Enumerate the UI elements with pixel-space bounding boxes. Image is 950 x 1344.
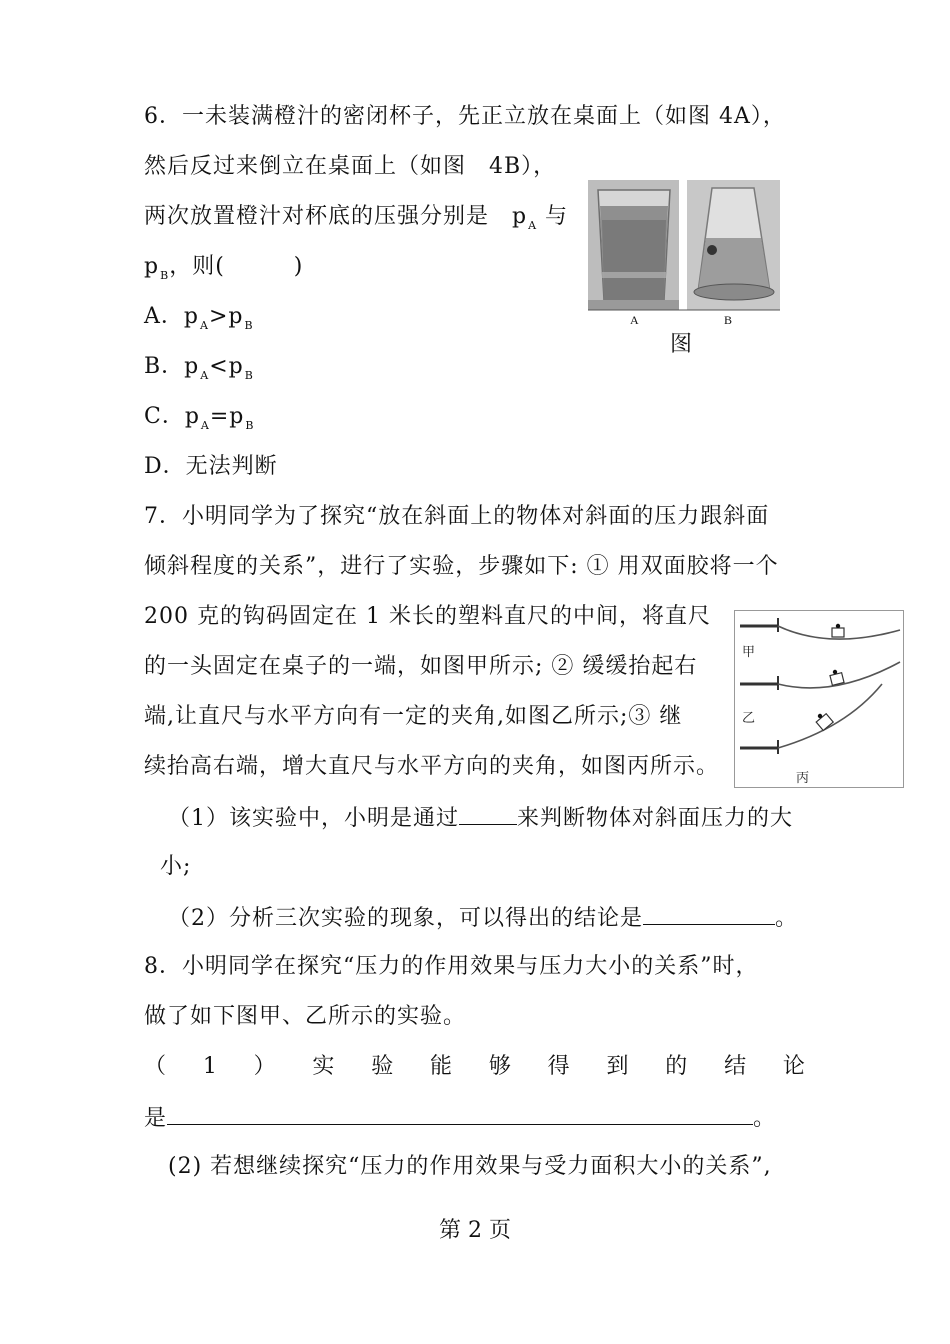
q7-sub1 xyxy=(168,802,793,834)
q7-line3: 200 克的钩码固定在 1 米长的塑料直尺的中间，将直尺 xyxy=(144,604,711,629)
q7-sub2-pre: （2）分析三次实验的现象，可以得出的结论是 xyxy=(168,906,643,931)
q6-line3-post: 与 xyxy=(537,204,569,229)
cup-label-a: A xyxy=(630,313,639,327)
ruler-label-yi: 乙 xyxy=(742,710,756,725)
q8-sub1-char: 论 xyxy=(782,1054,806,1079)
page-number: 第 2 页 xyxy=(439,1218,511,1243)
q8-sub1-char: ） xyxy=(253,1054,277,1079)
q7-line1: 7．小明同学为了探究“放在斜面上的物体对斜面的压力跟斜面 xyxy=(144,504,770,529)
ruler-diagram xyxy=(734,610,904,788)
ruler-label-bing: 丙 xyxy=(796,770,810,785)
option-c-sub1: A xyxy=(200,419,210,432)
q6-line1: 6．一未装满橙汁的密闭杯子，先正立放在桌面上（如图 4A）， xyxy=(144,104,786,129)
q7-sub2-post: 。 xyxy=(775,906,799,931)
q6-line3-text: 两次放置橙汁对杯底的压强分别是 p xyxy=(144,204,528,229)
q6-option-c xyxy=(144,402,255,435)
q6-line2: 然后反过来倒立在桌面上（如图 4B）， xyxy=(144,154,557,179)
option-a-pre: A．p xyxy=(144,304,199,329)
q8-line1: 8．小明同学在探究“压力的作用效果与压力大小的关系”时， xyxy=(144,954,759,979)
option-a-op: >p xyxy=(208,304,244,329)
option-b-pre: B．p xyxy=(144,354,200,379)
cup-figure xyxy=(588,180,780,328)
option-a-sub1: A xyxy=(199,319,209,332)
q6-option-b xyxy=(144,352,254,385)
q7-sub1-cont: 小; xyxy=(160,854,192,879)
q8-sub1-char: 到 xyxy=(606,1054,630,1079)
option-a-sub2: B xyxy=(244,319,254,332)
q6-line4-p: p xyxy=(144,254,160,279)
ruler-label-jia: 甲 xyxy=(742,644,756,659)
q7-line4: 的一头固定在桌子的一端，如图甲所示; ② 缓缓抬起右 xyxy=(144,654,698,679)
q8-sub1-cont xyxy=(144,1102,776,1134)
q6-line3 xyxy=(144,202,568,235)
q7-sub1-answer-blank[interactable] xyxy=(459,802,517,825)
option-c-sub2: B xyxy=(245,419,255,432)
q6-line4-post: ，则( ) xyxy=(169,254,304,279)
q8-sub1-answer-blank[interactable] xyxy=(167,1102,753,1125)
option-b-op: <p xyxy=(209,354,244,379)
q8-sub1-char: 够 xyxy=(488,1054,512,1079)
option-c-pre: C．p xyxy=(144,404,200,429)
q8-sub1-char: 得 xyxy=(547,1054,571,1079)
q7-line5: 端,让直尺与水平方向有一定的夹角,如图乙所示;③ 继 xyxy=(144,704,683,729)
q6-line4 xyxy=(144,252,303,285)
option-c-op: =p xyxy=(209,404,245,429)
q8-sub1-cont-pre: 是 xyxy=(144,1106,168,1131)
option-b-sub2: B xyxy=(244,369,254,382)
q8-sub1-char: 实 xyxy=(312,1054,336,1079)
q6-line4-sub: B xyxy=(160,269,170,282)
q7-sub2 xyxy=(168,902,798,934)
ruler-figure xyxy=(734,610,904,788)
q7-sub1-pre: （1）该实验中，小明是通过 xyxy=(168,806,459,831)
cup-photo xyxy=(588,180,780,328)
q6-option-d: D．无法判断 xyxy=(144,454,278,479)
q7-line2: 倾斜程度的关系”，进行了实验，步骤如下: ① 用双面胶将一个 xyxy=(144,554,779,579)
option-b-sub1: A xyxy=(200,369,210,382)
q7-sub1-post: 来判断物体对斜面压力的大 xyxy=(517,806,794,831)
q6-option-a xyxy=(144,302,254,335)
q8-sub1-char: 能 xyxy=(430,1054,454,1079)
cup-label-b: B xyxy=(724,313,733,327)
q8-sub2: (2) 若想继续探究“压力的作用效果与受力面积大小的关系”, xyxy=(168,1154,772,1179)
q7-sub2-answer-blank[interactable] xyxy=(643,902,775,925)
q8-sub1-char: 的 xyxy=(665,1054,689,1079)
q7-line6: 续抬高右端，增大直尺与水平方向的夹角，如图丙所示。 xyxy=(144,754,720,779)
q8-line2: 做了如下图甲、乙所示的实验。 xyxy=(144,1004,467,1029)
q8-sub1-char: 验 xyxy=(371,1054,395,1079)
q8-sub1-char: 1 xyxy=(202,1054,218,1079)
cup-figure-caption: 图 xyxy=(670,332,694,357)
q8-sub1-char: （ xyxy=(144,1054,168,1079)
q6-line3-sub: A xyxy=(528,219,538,232)
q8-sub1-cont-post: 。 xyxy=(753,1106,777,1131)
q8-sub1 xyxy=(144,1052,806,1082)
q8-sub1-char: 结 xyxy=(724,1054,748,1079)
